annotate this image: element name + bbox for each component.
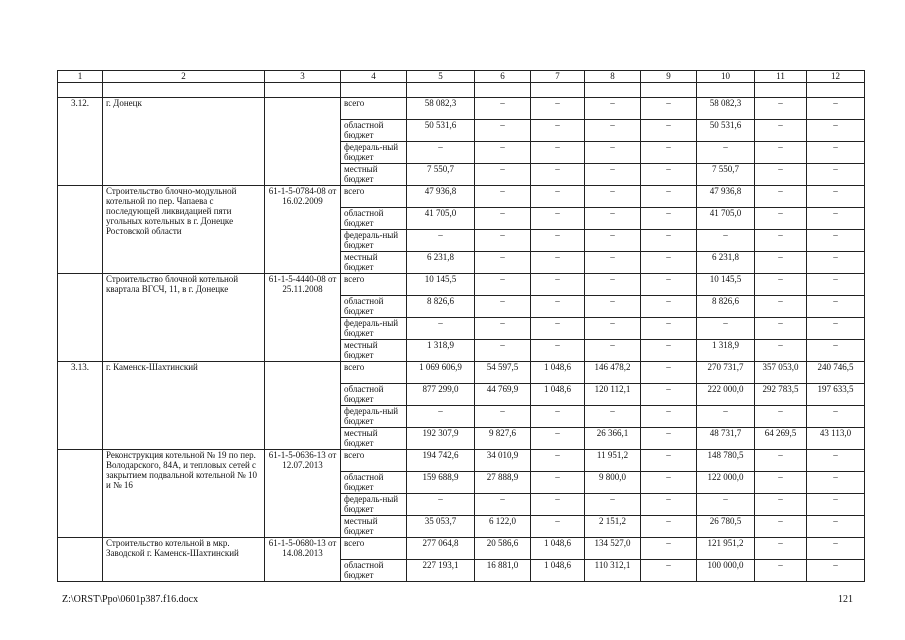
value-cell: 48 731,7 — [697, 428, 755, 450]
value-cell: – — [755, 538, 807, 560]
document-reference: 61-1-5-0636-13 от 12.07.2013 — [265, 450, 341, 538]
value-cell: – — [585, 406, 641, 428]
value-cell: – — [475, 208, 531, 230]
table-row — [58, 362, 865, 384]
value-cell: 357 053,0 — [755, 362, 807, 384]
value-cell: – — [641, 406, 697, 428]
value-cell: 41 705,0 — [697, 208, 755, 230]
value-cell: 292 783,5 — [755, 384, 807, 406]
value-cell: 240 746,5 — [807, 362, 865, 384]
object-name: г. Каменск-Шахтинский — [103, 362, 265, 450]
value-cell: 120 112,1 — [585, 384, 641, 406]
value-cell: – — [475, 252, 531, 274]
value-cell: 110 312,1 — [585, 560, 641, 582]
document-reference — [265, 98, 341, 186]
value-cell: 1 048,6 — [531, 538, 585, 560]
value-cell: – — [407, 142, 475, 164]
value-cell: 58 082,3 — [697, 98, 755, 120]
value-cell: – — [641, 98, 697, 120]
funding-source-label: областной бюджет — [341, 560, 407, 582]
value-cell: – — [807, 516, 865, 538]
value-cell: 20 586,6 — [475, 538, 531, 560]
funding-source-label: местный бюджет — [341, 340, 407, 362]
value-cell: – — [807, 186, 865, 208]
value-cell: 10 145,5 — [407, 274, 475, 296]
value-cell: – — [585, 318, 641, 340]
value-cell: – — [807, 560, 865, 582]
header-row — [58, 71, 865, 83]
column-header: 8 — [585, 71, 641, 83]
funding-source-label: всего — [341, 98, 407, 120]
value-cell: 16 881,0 — [475, 560, 531, 582]
value-cell: – — [641, 538, 697, 560]
value-cell: – — [755, 516, 807, 538]
value-cell: 10 145,5 — [697, 274, 755, 296]
value-cell: – — [697, 494, 755, 516]
value-cell: – — [531, 472, 585, 494]
object-name: Реконструкция котельной № 19 по пер. Володарского, 84А, и тепловых сетей с закрытием подвальной котельной № 10 и № 16 — [103, 450, 265, 538]
value-cell: – — [641, 428, 697, 450]
column-header: 12 — [807, 71, 865, 83]
value-cell: – — [641, 472, 697, 494]
value-cell: 270 731,7 — [697, 362, 755, 384]
value-cell: 121 951,2 — [697, 538, 755, 560]
column-header: 4 — [341, 71, 407, 83]
value-cell: 122 000,0 — [697, 472, 755, 494]
table-row — [58, 98, 865, 120]
value-cell: – — [641, 120, 697, 142]
value-cell: – — [807, 252, 865, 274]
value-cell: – — [807, 296, 865, 318]
value-cell: – — [807, 120, 865, 142]
value-cell: – — [531, 296, 585, 318]
funding-source-label: федераль-ный бюджет — [341, 494, 407, 516]
section-number: 3.13. — [58, 362, 103, 450]
value-cell: – — [641, 296, 697, 318]
value-cell: – — [755, 98, 807, 120]
value-cell: 58 082,3 — [407, 98, 475, 120]
value-cell: – — [531, 318, 585, 340]
value-cell: 9 800,0 — [585, 472, 641, 494]
value-cell: – — [531, 120, 585, 142]
value-cell: – — [755, 450, 807, 472]
object-name: Строительство блочно-модульной котельной по пер. Чапаева с последующей ликвидацией пяти угольных котельных в г. Донецке Ростовской области — [103, 186, 265, 274]
funding-source-label: всего — [341, 538, 407, 560]
value-cell: – — [475, 274, 531, 296]
value-cell: – — [807, 318, 865, 340]
value-cell: – — [641, 340, 697, 362]
value-cell: 6 122,0 — [475, 516, 531, 538]
funding-source-label: областной бюджет — [341, 384, 407, 406]
column-header: 9 — [641, 71, 697, 83]
value-cell: – — [585, 340, 641, 362]
value-cell: 2 151,2 — [585, 516, 641, 538]
value-cell: – — [755, 318, 807, 340]
value-cell: – — [755, 164, 807, 186]
value-cell: – — [807, 472, 865, 494]
funding-source-label: федераль-ный бюджет — [341, 406, 407, 428]
value-cell: – — [641, 186, 697, 208]
column-header: 11 — [755, 71, 807, 83]
value-cell: – — [641, 516, 697, 538]
value-cell: – — [807, 208, 865, 230]
value-cell: – — [475, 296, 531, 318]
document-reference: 61-1-5-0784-08 от 16.02.2009 — [265, 186, 341, 274]
value-cell: – — [641, 230, 697, 252]
value-cell: – — [475, 142, 531, 164]
table-row — [58, 538, 865, 560]
section-number — [58, 186, 103, 274]
value-cell: 159 688,9 — [407, 472, 475, 494]
value-cell: – — [755, 340, 807, 362]
funding-source-label: местный бюджет — [341, 516, 407, 538]
column-header: 6 — [475, 71, 531, 83]
value-cell: – — [531, 98, 585, 120]
value-cell: – — [585, 494, 641, 516]
section-number — [58, 274, 103, 362]
value-cell: 146 478,2 — [585, 362, 641, 384]
value-cell: 54 597,5 — [475, 362, 531, 384]
funding-source-label: местный бюджет — [341, 252, 407, 274]
value-cell: – — [585, 296, 641, 318]
value-cell: – — [585, 208, 641, 230]
budget-table — [57, 70, 865, 582]
table-row — [58, 274, 865, 296]
value-cell: 43 113,0 — [807, 428, 865, 450]
value-cell: – — [755, 230, 807, 252]
funding-source-label: всего — [341, 274, 407, 296]
document-reference: 61-1-5-4440-08 от 25.11.2008 — [265, 274, 341, 362]
document-reference: 61-1-5-0680-13 от 14.08.2013 — [265, 538, 341, 582]
value-cell: – — [641, 384, 697, 406]
section-number: 3.12. — [58, 98, 103, 186]
value-cell: – — [807, 406, 865, 428]
value-cell: – — [475, 120, 531, 142]
value-cell: – — [585, 98, 641, 120]
value-cell: – — [475, 230, 531, 252]
value-cell: – — [807, 274, 865, 296]
value-cell: – — [531, 450, 585, 472]
document-reference — [265, 362, 341, 450]
value-cell: – — [755, 472, 807, 494]
value-cell: – — [641, 142, 697, 164]
value-cell: 100 000,0 — [697, 560, 755, 582]
value-cell: 277 064,8 — [407, 538, 475, 560]
value-cell: – — [807, 494, 865, 516]
value-cell: – — [531, 252, 585, 274]
footer-file-path: Z:\ORST\Ppo\0601p387.f16.docx — [62, 594, 199, 605]
value-cell: 222 000,0 — [697, 384, 755, 406]
value-cell: 877 299,0 — [407, 384, 475, 406]
funding-source-label: местный бюджет — [341, 164, 407, 186]
value-cell: – — [475, 406, 531, 428]
value-cell: – — [407, 406, 475, 428]
value-cell: 47 936,8 — [697, 186, 755, 208]
value-cell: – — [407, 494, 475, 516]
value-cell: 64 269,5 — [755, 428, 807, 450]
value-cell: – — [475, 164, 531, 186]
value-cell: – — [585, 142, 641, 164]
value-cell: 227 193,1 — [407, 560, 475, 582]
value-cell: 50 531,6 — [407, 120, 475, 142]
value-cell: – — [807, 230, 865, 252]
value-cell: – — [807, 450, 865, 472]
value-cell: – — [641, 274, 697, 296]
value-cell: – — [585, 230, 641, 252]
value-cell: 6 231,8 — [407, 252, 475, 274]
value-cell: – — [475, 340, 531, 362]
value-cell: 27 888,9 — [475, 472, 531, 494]
value-cell: – — [755, 142, 807, 164]
funding-source-label: областной бюджет — [341, 296, 407, 318]
funding-source-label: областной бюджет — [341, 120, 407, 142]
funding-source-label: местный бюджет — [341, 428, 407, 450]
value-cell: 50 531,6 — [697, 120, 755, 142]
value-cell: – — [641, 362, 697, 384]
value-cell: – — [697, 230, 755, 252]
value-cell: 192 307,9 — [407, 428, 475, 450]
value-cell: 1 318,9 — [697, 340, 755, 362]
value-cell: 194 742,6 — [407, 450, 475, 472]
value-cell: – — [531, 230, 585, 252]
value-cell: – — [475, 318, 531, 340]
value-cell: – — [807, 98, 865, 120]
page-number: 121 — [838, 594, 853, 605]
value-cell: 148 780,5 — [697, 450, 755, 472]
value-cell: – — [755, 252, 807, 274]
value-cell: 1 318,9 — [407, 340, 475, 362]
section-number — [58, 450, 103, 538]
column-header: 5 — [407, 71, 475, 83]
value-cell: – — [531, 186, 585, 208]
value-cell: – — [755, 120, 807, 142]
table-body — [58, 71, 865, 582]
value-cell: 197 633,5 — [807, 384, 865, 406]
value-cell: – — [807, 340, 865, 362]
funding-source-label: всего — [341, 186, 407, 208]
value-cell: 11 951,2 — [585, 450, 641, 472]
value-cell: 1 048,6 — [531, 362, 585, 384]
object-name: Строительство котельной в мкр. Заводской г. Каменск-Шахтинский — [103, 538, 265, 582]
value-cell: 26 780,5 — [697, 516, 755, 538]
funding-source-label: всего — [341, 450, 407, 472]
value-cell: – — [531, 516, 585, 538]
value-cell: – — [531, 340, 585, 362]
value-cell: – — [585, 120, 641, 142]
value-cell: – — [531, 164, 585, 186]
value-cell: – — [697, 318, 755, 340]
funding-source-label: федераль-ный бюджет — [341, 318, 407, 340]
funding-source-label: областной бюджет — [341, 472, 407, 494]
value-cell: 1 048,6 — [531, 560, 585, 582]
value-cell: – — [755, 560, 807, 582]
value-cell: – — [755, 274, 807, 296]
value-cell: – — [585, 252, 641, 274]
value-cell: 1 069 606,9 — [407, 362, 475, 384]
value-cell: 41 705,0 — [407, 208, 475, 230]
value-cell: – — [641, 450, 697, 472]
column-header: 3 — [265, 71, 341, 83]
spacer-row — [58, 83, 865, 98]
value-cell: – — [697, 406, 755, 428]
value-cell: – — [585, 186, 641, 208]
value-cell: – — [697, 142, 755, 164]
funding-source-label: областной бюджет — [341, 208, 407, 230]
value-cell: – — [407, 318, 475, 340]
value-cell: 6 231,8 — [697, 252, 755, 274]
value-cell: – — [755, 186, 807, 208]
value-cell: – — [807, 164, 865, 186]
value-cell: – — [531, 494, 585, 516]
column-header: 7 — [531, 71, 585, 83]
object-name: Строительство блочной котельной квартала ВГСЧ, 11, в г. Донецке — [103, 274, 265, 362]
value-cell: – — [475, 98, 531, 120]
value-cell: 34 010,9 — [475, 450, 531, 472]
value-cell: – — [475, 494, 531, 516]
value-cell: 35 053,7 — [407, 516, 475, 538]
value-cell: 8 826,6 — [407, 296, 475, 318]
object-name: г. Донецк — [103, 98, 265, 186]
value-cell: – — [641, 208, 697, 230]
column-header: 1 — [58, 71, 103, 83]
value-cell: – — [755, 494, 807, 516]
value-cell: – — [755, 406, 807, 428]
funding-source-label: всего — [341, 362, 407, 384]
value-cell: 26 366,1 — [585, 428, 641, 450]
value-cell: – — [807, 538, 865, 560]
value-cell: – — [641, 318, 697, 340]
value-cell: – — [641, 252, 697, 274]
value-cell: – — [641, 164, 697, 186]
value-cell: – — [585, 274, 641, 296]
value-cell: – — [531, 208, 585, 230]
value-cell: – — [807, 142, 865, 164]
value-cell: – — [407, 230, 475, 252]
value-cell: 47 936,8 — [407, 186, 475, 208]
value-cell: – — [641, 494, 697, 516]
value-cell: – — [641, 560, 697, 582]
value-cell: – — [585, 164, 641, 186]
value-cell: 8 826,6 — [697, 296, 755, 318]
funding-source-label: федераль-ный бюджет — [341, 230, 407, 252]
funding-source-label: федераль-ный бюджет — [341, 142, 407, 164]
value-cell: 134 527,0 — [585, 538, 641, 560]
section-number — [58, 538, 103, 582]
value-cell: – — [531, 428, 585, 450]
value-cell: 44 769,9 — [475, 384, 531, 406]
value-cell: – — [755, 296, 807, 318]
value-cell: – — [531, 142, 585, 164]
value-cell: 1 048,6 — [531, 384, 585, 406]
value-cell: – — [475, 186, 531, 208]
value-cell: 7 550,7 — [697, 164, 755, 186]
column-header: 10 — [697, 71, 755, 83]
value-cell: 9 827,6 — [475, 428, 531, 450]
column-header: 2 — [103, 71, 265, 83]
value-cell: – — [531, 406, 585, 428]
table-row — [58, 186, 865, 208]
value-cell: – — [531, 274, 585, 296]
value-cell: – — [755, 208, 807, 230]
value-cell: 7 550,7 — [407, 164, 475, 186]
table-row — [58, 450, 865, 472]
